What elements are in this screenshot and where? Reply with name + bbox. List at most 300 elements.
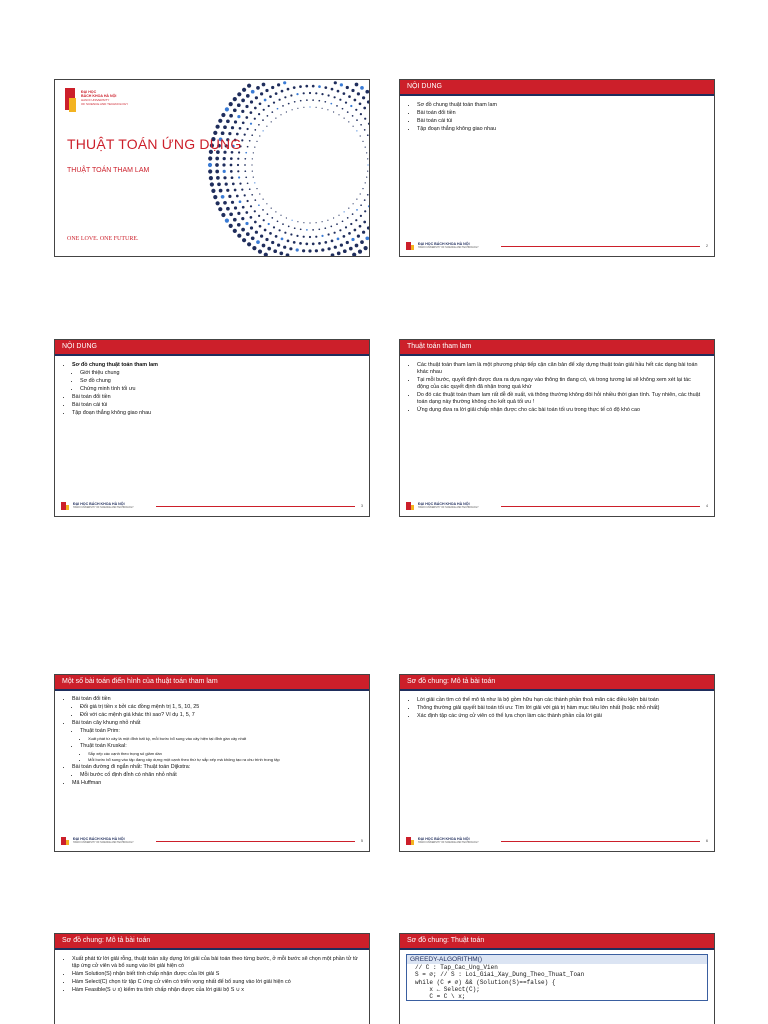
- decor-dot: [346, 241, 349, 244]
- decor-dot: [208, 156, 212, 160]
- decor-dot: [364, 210, 366, 212]
- decor-dot: [334, 81, 337, 84]
- decor-dot: [293, 241, 296, 244]
- list-subitem: • Giới thiệu chung: [80, 370, 359, 377]
- decor-dot: [360, 215, 362, 217]
- decor-dot: [299, 85, 302, 88]
- decor-dot: [222, 163, 225, 166]
- decor-dot: [221, 113, 225, 117]
- list-item: • Tập đoạn thẳng không giao nhau: [72, 410, 359, 417]
- decor-dot: [252, 246, 256, 250]
- decor-dot: [321, 248, 324, 251]
- decor-dot: [245, 152, 247, 154]
- slide-problem-description: [399, 674, 715, 852]
- decor-dot: [331, 253, 335, 257]
- decor-dot: [233, 218, 237, 222]
- decor-dot: [271, 86, 274, 89]
- decor-dot: [324, 241, 327, 244]
- decor-dot: [233, 229, 237, 233]
- decor-dot: [234, 120, 237, 123]
- decor-dot: [267, 115, 269, 117]
- decor-dot: [300, 100, 302, 102]
- decor-dot: [367, 171, 368, 172]
- decor-dot: [360, 204, 362, 206]
- decor-dot: [305, 243, 308, 246]
- decor-dot: [275, 235, 278, 238]
- decor-dot: [258, 113, 260, 115]
- decor-dot: [262, 244, 266, 248]
- decor-dot: [364, 129, 366, 131]
- decor-dot: [266, 203, 267, 204]
- code-block: [406, 954, 708, 1001]
- decor-dot: [365, 236, 369, 240]
- decor-dot: [271, 241, 274, 244]
- decor-dot: [334, 232, 336, 234]
- dot-ring: [208, 81, 370, 257]
- page-number: 4: [706, 504, 708, 508]
- decor-dot: [247, 84, 251, 88]
- slide-header: Sơ đồ chung: Mô tả bài toán: [55, 934, 369, 950]
- footer-divider: [156, 841, 355, 842]
- decor-dot: [353, 126, 354, 127]
- decor-dot: [234, 189, 237, 192]
- decor-dot: [322, 221, 323, 222]
- decor-dot: [279, 99, 281, 101]
- decor-dot: [347, 111, 349, 113]
- decor-dot: [355, 109, 357, 111]
- decor-dot: [322, 108, 323, 109]
- decor-dot: [241, 99, 245, 103]
- decor-dot: [360, 240, 364, 244]
- decor-dot: [226, 189, 229, 192]
- bullet-list: [410, 102, 704, 133]
- decor-dot: [367, 158, 368, 159]
- decor-dot: [263, 199, 264, 200]
- decor-dot: [336, 223, 338, 225]
- decor-dot: [305, 85, 308, 88]
- decor-dot: [296, 235, 298, 237]
- decor-dot: [308, 249, 311, 252]
- decor-dot: [237, 170, 239, 172]
- decor-dot: [251, 134, 253, 136]
- decor-dot: [249, 188, 251, 190]
- decor-dot: [213, 195, 217, 199]
- decor-dot: [338, 114, 339, 115]
- footer-university: ĐẠI HỌC BÁCH KHOA HÀ NỘI: [418, 837, 470, 841]
- decor-dot: [242, 121, 245, 124]
- decor-dot: [237, 158, 239, 160]
- decor-dot: [346, 86, 349, 89]
- decor-dot: [296, 93, 298, 95]
- page-number: 6: [706, 839, 708, 843]
- list-item: • Xuất phát từ lời giải rỗng, thuật toán xây dựng lời giải của bài toán theo từng bước, ở mỗi bước sẽ chọn một phần tử từ tập ứng cử viên và bổ sung vào lời giải hiện có: [72, 956, 359, 970]
- decor-dot: [264, 229, 267, 232]
- decor-dot: [297, 108, 298, 109]
- bullet-list: [65, 362, 359, 417]
- bullet-list: [65, 696, 359, 787]
- decor-dot: [303, 222, 304, 223]
- decor-dot: [352, 253, 356, 257]
- decor-dot: [343, 249, 347, 253]
- footer-logo-accent: [411, 245, 414, 250]
- code-line: // C : Tap_Cac_Ung_Vien: [415, 964, 498, 972]
- footer-university-en: HANOI UNIVERSITY OF SCIENCE AND TECHNOLOGY: [73, 841, 134, 844]
- list-item: • Tập đoạn thẳng không giao nhau: [417, 126, 704, 133]
- decor-dot: [209, 176, 213, 180]
- decor-dot: [247, 200, 249, 202]
- slide-greedy-intro: [399, 339, 715, 517]
- decor-dot: [360, 113, 362, 115]
- decor-dot: [244, 164, 246, 166]
- decor-dot: [338, 215, 339, 216]
- decor-dot: [223, 201, 227, 205]
- decor-dot: [280, 114, 281, 115]
- decor-dot: [268, 223, 270, 225]
- bullet-list: [410, 697, 704, 720]
- decor-dot: [236, 195, 239, 198]
- list-item: • Do đó các thuật toán tham lam rất dễ đề xuất, và thông thường không đòi hỏi nhiều thời gian tính. Tuy nhiên, các thuật toán dạng này thường không cho kết quả tối ưu !: [417, 392, 704, 406]
- decor-dot: [364, 199, 366, 201]
- slide-algorithm: [399, 933, 715, 1024]
- decor-dot: [254, 118, 256, 120]
- decor-dot: [363, 221, 366, 224]
- decor-dot: [269, 232, 272, 235]
- decor-dot: [273, 249, 277, 253]
- decor-dot: [364, 246, 368, 250]
- slide-footer: [406, 836, 708, 846]
- decor-dot: [296, 248, 299, 251]
- decor-dot: [318, 85, 321, 88]
- slide-body: [400, 691, 714, 720]
- list-subitem: • Đối với các mệnh giá khác thì sao? Ví dụ 1, 5, 7: [80, 712, 359, 719]
- decor-dot: [316, 222, 317, 223]
- code-line: while (C ≠ ∅) && (Solution(S)==false) {: [415, 978, 556, 986]
- decor-dot: [252, 171, 253, 172]
- decor-dot: [251, 236, 255, 240]
- decor-dot: [334, 96, 336, 98]
- list-item: • Hàm Solution(S) nhận biết tính chấp nhận được của lời giải S: [72, 971, 359, 978]
- decor-dot: [354, 99, 357, 102]
- decor-dot: [309, 92, 311, 94]
- decor-dot: [321, 93, 323, 95]
- lecture-subtitle: THUẬT TOÁN THAM LAM: [67, 167, 150, 174]
- decor-dot: [360, 193, 361, 194]
- slogan: ONE LOVE. ONE FUTURE.: [67, 236, 139, 242]
- decor-dot: [244, 194, 246, 196]
- decor-dot: [252, 158, 253, 159]
- slide-footer: [61, 501, 363, 511]
- decor-dot: [367, 194, 369, 196]
- decor-dot: [345, 102, 347, 104]
- decor-dot: [366, 177, 367, 178]
- footer-university: ĐẠI HỌC BÁCH KHOA HÀ NỘI: [73, 502, 125, 506]
- code-line: C = C \ x;: [415, 993, 466, 1001]
- decor-dot: [233, 97, 237, 101]
- slide-header: Sơ đồ chung: Thuật toán: [400, 934, 714, 950]
- decor-dot: [312, 243, 315, 246]
- footer-university: ĐẠI HỌC BÁCH KHOA HÀ NỘI: [73, 837, 125, 841]
- decor-dot: [253, 177, 254, 178]
- decor-dot: [289, 247, 292, 250]
- decor-dot: [253, 152, 254, 153]
- decor-dot: [286, 217, 287, 218]
- decor-dot: [244, 134, 246, 136]
- decor-dot: [216, 201, 220, 205]
- university-name-line2: BÁCH KHOA HÀ NỘI: [81, 94, 117, 99]
- decor-dot: [315, 236, 317, 238]
- decor-dot: [275, 211, 276, 212]
- decor-dot: [360, 86, 364, 90]
- decor-dot: [218, 207, 222, 211]
- decor-dot: [230, 164, 233, 167]
- page-number: 3: [361, 504, 363, 508]
- decor-dot: [256, 240, 260, 244]
- list-subsubitem: • Sắp xếp các cạnh theo trọng số giảm dần: [88, 751, 359, 757]
- decor-dot: [237, 212, 240, 215]
- decor-dot: [345, 226, 347, 228]
- decor-dot: [247, 182, 249, 184]
- decor-dot: [225, 107, 229, 111]
- decor-dot: [229, 102, 233, 106]
- slide-header: NỘI DUNG: [55, 340, 369, 356]
- slide-body: [55, 691, 369, 787]
- decor-dot: [358, 250, 362, 254]
- university-logo-accent: [69, 98, 76, 112]
- footer-university-en: HANOI UNIVERSITY OF SCIENCE AND TECHNOLOGY: [418, 841, 479, 844]
- decor-dot: [330, 226, 332, 228]
- decor-dot: [277, 220, 279, 222]
- decor-dot: [208, 163, 212, 167]
- decor-dot: [288, 103, 290, 105]
- decor-dot: [221, 195, 225, 199]
- decor-dot: [216, 176, 220, 180]
- decor-dot: [221, 213, 225, 217]
- decor-dot: [229, 212, 233, 216]
- decor-dot: [273, 226, 275, 228]
- decor-dot: [340, 83, 343, 86]
- decor-dot: [251, 194, 253, 196]
- decor-dot: [241, 189, 243, 191]
- decor-dot: [265, 238, 268, 241]
- footer-divider: [501, 506, 700, 507]
- decor-dot: [344, 118, 345, 119]
- footer-logo-accent: [66, 505, 69, 510]
- list-subitem: • Thuật toán Kruskal:: [80, 743, 359, 750]
- decor-dot: [217, 182, 221, 186]
- decor-dot: [263, 130, 264, 131]
- slide-footer: [61, 836, 363, 846]
- decor-dot: [312, 99, 314, 101]
- decor-dot: [324, 86, 327, 89]
- decor-dot: [357, 92, 360, 95]
- slide-footer: [406, 501, 708, 511]
- slide-body: [400, 356, 714, 414]
- decor-dot: [215, 157, 219, 161]
- decor-dot: [273, 102, 275, 104]
- list-item: • Hàm Select(C) chọn từ tập C ứng cử viên có triển vọng nhất để bổ sung vào lời giải hiện có: [72, 979, 359, 986]
- decor-dot: [250, 111, 253, 114]
- decor-dot: [306, 99, 308, 101]
- footer-university: ĐẠI HỌC BÁCH KHOA HÀ NỘI: [418, 242, 470, 246]
- decor-dot: [268, 105, 270, 107]
- decor-dot: [226, 207, 230, 211]
- list-item: • Sơ đồ chung thuật toán tham lam: [417, 102, 704, 109]
- decor-dot: [271, 217, 273, 219]
- code-line: S = ∅; // S : Loi_Giai_Xay_Dung_Theo_Thuat_Toan: [415, 971, 585, 979]
- decor-dot: [233, 108, 237, 112]
- decor-dot: [277, 83, 280, 86]
- decor-dot: [336, 105, 338, 107]
- decor-dot: [287, 240, 290, 243]
- decor-dot: [223, 125, 227, 129]
- decor-dot: [286, 111, 287, 112]
- decor-dot: [262, 119, 264, 121]
- footer-divider: [501, 841, 700, 842]
- decor-dot: [230, 157, 233, 160]
- decor-dot: [350, 105, 352, 107]
- decor-dot: [259, 193, 260, 194]
- list-item: • Hàm Feasible(S ∪ x) kiểm tra tính chấp nhận được của lời giải bộ S ∪ x: [72, 987, 359, 994]
- decor-dot: [250, 216, 253, 219]
- decor-dot: [260, 92, 263, 95]
- decor-dot: [269, 95, 272, 98]
- decor-dot: [337, 238, 340, 241]
- bullet-list: [65, 956, 359, 994]
- decor-dot: [348, 232, 351, 235]
- decor-dot: [246, 94, 250, 98]
- decor-dot: [337, 90, 340, 93]
- slide-footer: [406, 241, 708, 251]
- decor-dot: [258, 250, 262, 254]
- decor-dot: [210, 182, 214, 186]
- decor-dot: [328, 94, 330, 96]
- decor-dot: [211, 189, 215, 193]
- decor-dot: [245, 211, 248, 214]
- decor-dot: [334, 246, 337, 249]
- decor-dot: [290, 94, 292, 96]
- decor-dot: [282, 223, 284, 225]
- slide-header: Một số bài toán điển hình của thuật toán tham lam: [55, 675, 369, 691]
- decor-dot: [266, 126, 267, 127]
- decor-dot: [324, 101, 326, 103]
- decor-dot: [249, 140, 251, 142]
- decor-dot: [230, 170, 233, 173]
- decor-dot: [239, 127, 242, 130]
- decor-dot: [258, 124, 260, 126]
- decor-dot: [237, 234, 241, 238]
- code-line: x ← Select(C);: [415, 985, 480, 993]
- decor-dot: [344, 211, 345, 212]
- decor-dot: [213, 131, 217, 135]
- decor-dot: [254, 129, 256, 131]
- slide-contents-1: [399, 79, 715, 257]
- decor-dot: [318, 228, 320, 230]
- decor-dot: [277, 108, 279, 110]
- decor-dot: [356, 209, 358, 211]
- decor-dot: [348, 95, 351, 98]
- decor-dot: [236, 133, 239, 136]
- decor-dot: [237, 92, 241, 96]
- footer-logo-accent: [411, 840, 414, 845]
- decor-dot: [353, 203, 354, 204]
- decor-dot: [339, 229, 341, 231]
- decor-dot: [256, 141, 257, 142]
- decor-dot: [328, 247, 331, 250]
- decor-dot: [315, 92, 317, 94]
- decor-dot: [208, 169, 212, 173]
- slide-typical-problems: [54, 674, 370, 852]
- list-item: • Ứng dụng đưa ra lời giải chấp nhận được cho các bài toán tối ưu trong thực tế có độ khó cao: [417, 407, 704, 414]
- decor-dot: [234, 206, 237, 209]
- decor-dot: [284, 96, 286, 98]
- decor-dot: [318, 100, 320, 102]
- footer-logo-accent: [66, 840, 69, 845]
- decor-dot: [328, 233, 330, 235]
- decor-dot: [254, 107, 257, 110]
- decor-dot: [259, 225, 262, 228]
- decor-dot: [242, 238, 246, 242]
- decor-dot: [286, 253, 290, 257]
- decor-dot: [348, 208, 349, 209]
- decor-dot: [362, 188, 363, 189]
- decor-dot: [362, 141, 363, 142]
- university-name-en: [81, 99, 128, 106]
- decor-dot: [292, 220, 293, 221]
- decor-dot: [288, 226, 290, 228]
- list-item: • Xác định tập các ứng cử viên có thể lựa chọn làm các thành phần của lời giải: [417, 713, 704, 720]
- decor-dot: [265, 89, 268, 92]
- decor-dot: [368, 205, 370, 207]
- decor-dot: [316, 107, 317, 108]
- decor-dot: [219, 189, 223, 193]
- list-subitem: • Sơ đồ chung: [80, 378, 359, 385]
- decor-dot: [247, 128, 249, 130]
- list-subitem: • Thuật toán Prim:: [80, 728, 359, 735]
- decor-dot: [287, 88, 290, 91]
- decor-dot: [293, 86, 296, 89]
- slide-body: [55, 356, 369, 417]
- decor-dot: [365, 90, 369, 94]
- slide-header: NỘI DUNG: [400, 80, 714, 96]
- decor-dot: [241, 217, 244, 220]
- decor-dot: [271, 111, 273, 113]
- decor-dot: [309, 236, 311, 238]
- decor-dot: [356, 119, 358, 121]
- decor-dot: [359, 102, 362, 105]
- decor-dot: [312, 229, 314, 231]
- decor-dot: [343, 235, 346, 238]
- page-number: 2: [706, 244, 708, 248]
- footer-university: ĐẠI HỌC BÁCH KHOA HÀ NỘI: [418, 502, 470, 506]
- decor-dot: [259, 135, 260, 136]
- decor-dot: [232, 183, 235, 186]
- decor-dot: [241, 139, 243, 141]
- decor-dot: [262, 83, 266, 87]
- decor-dot: [303, 236, 305, 238]
- decor-dot: [244, 170, 246, 172]
- decor-dot: [250, 226, 253, 229]
- list-item: • Bài toán đổi tiền: [417, 110, 704, 117]
- footer-divider: [156, 506, 355, 507]
- footer-university-en: HANOI UNIVERSITY OF SCIENCE AND TECHNOLOGY: [418, 506, 479, 509]
- decor-dot: [359, 225, 362, 228]
- decor-dot: [226, 119, 230, 123]
- decor-dot: [255, 231, 258, 234]
- decor-dot: [215, 163, 219, 167]
- decor-dot: [356, 130, 357, 131]
- decor-dot: [351, 238, 354, 241]
- decor-dot: [221, 131, 225, 135]
